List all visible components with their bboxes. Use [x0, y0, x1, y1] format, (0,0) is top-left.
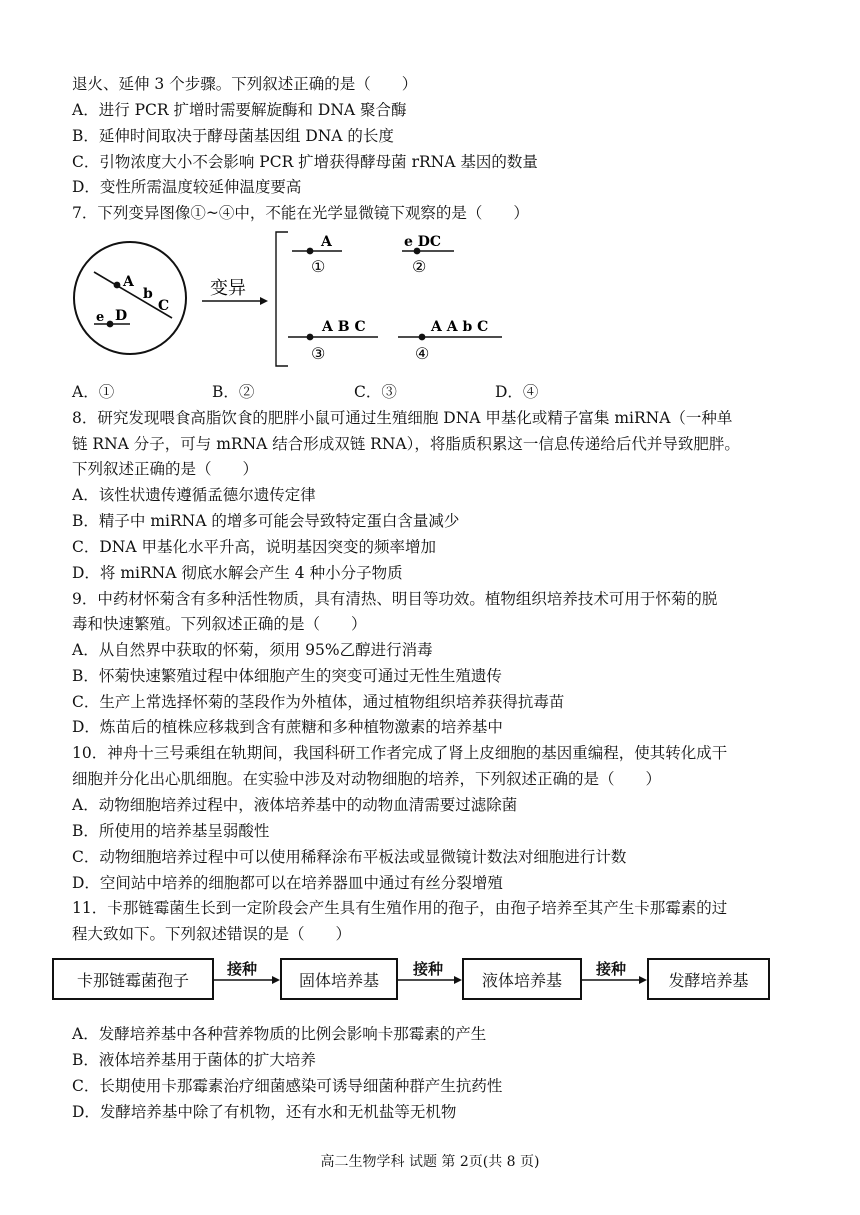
q7-chromosome-figure	[60, 228, 520, 378]
q8-option-a: A．该性状遗传遵循孟德尔遗传定律	[72, 486, 316, 504]
page-footer: 高二生物学科 试题 第 2页(共 8 页)	[320, 1154, 540, 1170]
flow-box-spores: 卡那链霉菌孢子	[52, 958, 214, 1000]
q6-option-c: C．引物浓度大小不会影响 PCR 扩增获得酵母菌 rRNA 基因的数量	[72, 153, 538, 171]
flow-arrowhead-3	[639, 976, 647, 984]
q10-option-c: C．动物细胞培养过程中可以使用稀释涂布平板法或显微镜计数法对细胞进行计数	[72, 848, 627, 866]
flow-arrowhead-2	[454, 976, 462, 984]
variation-label: 变异	[210, 278, 246, 299]
centromere-2	[107, 321, 114, 328]
circle-label-c: C	[158, 298, 170, 314]
variation-arrowhead	[260, 297, 268, 305]
variant-1-mark: ①	[311, 257, 326, 276]
q6-option-b: B．延伸时间取决于酵母菌基因组 DNA 的长度	[72, 127, 394, 145]
q9-option-d: D．炼苗后的植株应移栽到含有蔗糖和多种植物激素的培养基中	[72, 718, 503, 736]
variant-1-centromere	[307, 248, 314, 255]
variant-1-genes: A	[321, 234, 332, 250]
q9-stem-2: 毒和快速繁殖。下列叙述正确的是（ ）	[72, 615, 367, 633]
q8-option-b: B．精子中 miRNA 的增多可能会导致特定蛋白含量减少	[72, 512, 460, 530]
flow-arrow-label-3: 接种	[596, 960, 627, 978]
q10-option-b: B．所使用的培养基呈弱酸性	[72, 822, 270, 840]
circle-label-e: e	[96, 310, 105, 325]
q10-stem-1: 10．神舟十三号乘组在轨期间，我国科研工作者完成了肾上皮细胞的基因重编程，使其转化成干	[72, 744, 728, 762]
centromere-1	[114, 282, 121, 289]
q8-stem-2: 链 RNA 分子，可与 mRNA 结合形成双链 RNA），将脂质积累这一信息传递给后代并导致肥胖。	[72, 435, 740, 453]
q11-stem-1: 11．卡那链霉菌生长到一定阶段会产生具有生殖作用的孢子，由孢子培养至其产生卡那霉素的过	[72, 899, 728, 917]
q8-option-d: D．将 miRNA 彻底水解会产生 4 种小分子物质	[72, 564, 403, 582]
flow-box-liquid-medium: 液体培养基	[462, 958, 582, 1000]
variant-3-centromere	[307, 334, 314, 341]
q7-stem: 7．下列变异图像①~④中，不能在光学显微镜下观察的是（ ）	[72, 204, 529, 222]
q8-stem-3: 下列叙述正确的是（ ）	[72, 460, 259, 478]
flow-box-fermentation-medium: 发酵培养基	[647, 958, 770, 1000]
q11-option-c: C．长期使用卡那霉素治疗细菌感染可诱导细菌种群产生抗药性	[72, 1077, 503, 1095]
cell-circle	[74, 242, 186, 354]
flow-arrowhead-1	[272, 976, 280, 984]
flow-box-solid-medium: 固体培养基	[280, 958, 398, 1000]
q7-choice-a: A．①	[72, 383, 115, 401]
variant-3-genes: A B C	[322, 319, 366, 335]
q9-option-a: A．从自然界中获取的怀菊，须用 95%乙醇进行消毒	[72, 641, 433, 659]
q10-stem-2: 细胞并分化出心肌细胞。在实验中涉及对动物细胞的培养，下列叙述正确的是（ ）	[72, 770, 662, 788]
flow-arrow-label-1: 接种	[227, 960, 258, 978]
q7-choice-c: C．③	[354, 383, 397, 401]
q6-stem-continued: 退火、延伸 3 个步骤。下列叙述正确的是（ ）	[72, 75, 418, 93]
circle-label-b: b	[143, 286, 153, 302]
q11-stem-2: 程大致如下。下列叙述错误的是（ ）	[72, 925, 352, 943]
q8-option-c: C．DNA 甲基化水平升高，说明基因突变的频率增加	[72, 538, 436, 556]
circle-label-a: A	[123, 274, 134, 290]
q6-option-a: A．进行 PCR 扩增时需要解旋酶和 DNA 聚合酶	[72, 101, 407, 119]
variant-4-centromere	[419, 334, 426, 341]
q6-option-d: D．变性所需温度较延伸温度要高	[72, 178, 302, 196]
circle-label-d: D	[115, 308, 128, 324]
variant-3-mark: ③	[311, 344, 326, 363]
flow-arrow-label-2: 接种	[413, 960, 444, 978]
bracket	[276, 232, 288, 366]
variant-4-genes: A A b C	[431, 319, 489, 335]
q7-choice-d: D．④	[495, 383, 539, 401]
variant-2-mark: ②	[412, 257, 427, 276]
q9-stem-1: 9．中药材怀菊含有多种活性物质，具有清热、明目等功效。植物组织培养技术可用于怀菊的脱	[72, 590, 718, 608]
q11-option-b: B．液体培养基用于菌体的扩大培养	[72, 1051, 316, 1069]
q10-option-d: D．空间站中培养的细胞都可以在培养器皿中通过有丝分裂增殖	[72, 874, 503, 892]
q8-stem-1: 8．研究发现喂食高脂饮食的肥胖小鼠可通过生殖细胞 DNA 甲基化或精子富集 miRNA（一种单	[72, 409, 733, 427]
q10-option-a: A．动物细胞培养过程中，液体培养基中的动物血清需要过滤除菌	[72, 796, 518, 814]
variant-4-mark: ④	[415, 344, 430, 363]
q11-option-a: A．发酵培养基中各种营养物质的比例会影响卡那霉素的产生	[72, 1025, 487, 1043]
q11-option-d: D．发酵培养基中除了有机物，还有水和无机盐等无机物	[72, 1103, 457, 1121]
flow-arrows	[0, 970, 860, 990]
q9-option-c: C．生产上常选择怀菊的茎段作为外植体，通过植物组织培养获得抗毒苗	[72, 693, 565, 711]
q7-choice-b: B．②	[212, 383, 255, 401]
variant-2-genes: e DC	[404, 234, 442, 250]
q9-option-b: B．怀菊快速繁殖过程中体细胞产生的突变可通过无性生殖遗传	[72, 667, 502, 685]
